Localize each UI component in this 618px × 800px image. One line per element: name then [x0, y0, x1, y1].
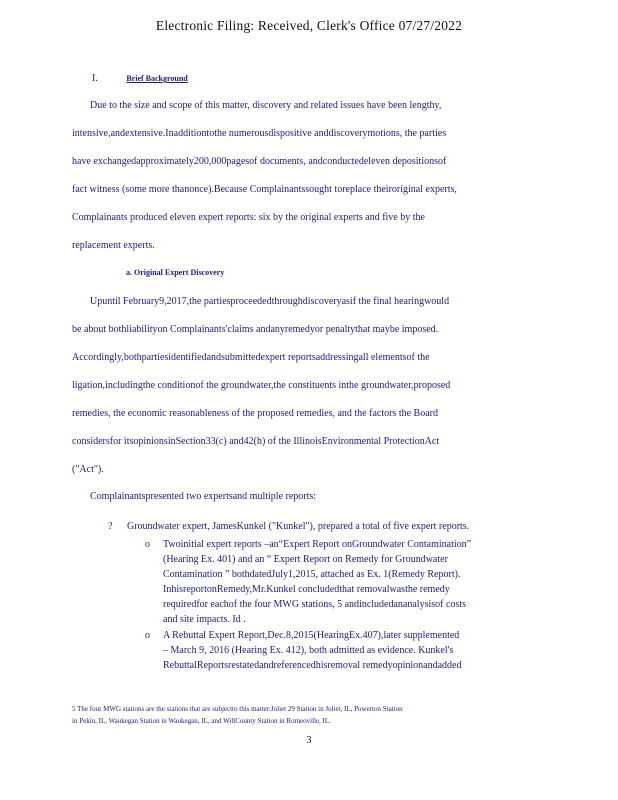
text-line: ligation,includingthe conditionof the groundwater,the constituents inthe groundwater,proposed — [72, 380, 451, 391]
text-line: Due to the size and scope of this matter, discovery and related issues have been lengthy, — [90, 100, 442, 111]
filing-header: Electronic Filing: Received, Clerk's Office 07/27/2022 — [155, 18, 463, 33]
text-line: Upuntil February9,2017,the partiesproceededthroughdiscoveryasif the final hearingwould — [90, 296, 450, 307]
bullet-item — [108, 521, 470, 532]
text-line: A Rebuttal Expert Report,Dec.8,2015(HearingEx.407),later supplemented — [163, 630, 460, 641]
text-line: Complainants produced eleven expert reports: six by the original experts and five by the — [72, 212, 425, 223]
text-line: fact witness (some more thanonce).Because Complainantssought toreplace theiroriginal experts, — [72, 184, 457, 195]
sub-bullet-marker: o — [145, 630, 150, 641]
text-line: ("Act"). — [72, 464, 104, 475]
bullet-marker: ? — [108, 521, 113, 532]
footnote-line: in Pekin, IL, Waukegan Station in Waukegan, IL, and WillCounty Station in Romeoville, IL. — [72, 717, 331, 725]
footnote — [72, 703, 540, 727]
paragraph-background — [72, 92, 502, 260]
sub-bullet-rebuttal-report — [163, 628, 509, 673]
text-line: requiredfor eachof the four MWG stations, 5 andincludedananalysisof costs — [163, 599, 466, 610]
text-line: have exchangedapproximately200,000pagesof documents, andconductedeleven depositionsof — [72, 156, 447, 167]
text-line: InhisreportonRemedy,Mr.Kunkel concludedthat removalwasthe remedy — [163, 584, 450, 595]
text-line: (Hearing Ex. 401) and an “ Expert Report on Remedy for Groundwater — [163, 554, 448, 565]
bullet-text: Groundwater expert, JamesKunkel ("Kunkel"), prepared a total of five expert reports. — [127, 521, 470, 532]
text-line: intensive,andextensive.Inadditiontothe numerousdispositive anddiscoverymotions, the parties — [72, 128, 447, 139]
section-title: Brief Background — [126, 74, 188, 83]
page-number: 3 — [306, 735, 312, 746]
paragraph-original-expert — [72, 288, 502, 484]
text-line: Accordingly,bothpartiesidentifiedandsubmittedexpert reportsaddressingall elementsof the — [72, 352, 430, 363]
text-line: – March 9, 2016 (Hearing Ex. 412), both admitted as evidence. Kunkel's — [163, 645, 454, 656]
text-line: RebuttalReportsrestatedandreferencedhisremoval remedyopinionandadded — [163, 660, 462, 671]
section-number: I. — [92, 73, 98, 84]
text-line: be about bothliabilityon Complainants'claims andanyremedyor penaltythat maybe imposed. — [72, 324, 439, 335]
text-line: Twoinitial expert reports –an“Expert Report onGroundwater Contamination” — [163, 539, 472, 550]
text-line: Contamination ” bothdatedJuly1,2015, attached as Ex. 1(Remedy Report). — [163, 569, 461, 580]
sub-bullet-marker: o — [145, 539, 150, 550]
paragraph-experts-intro: Complainantspresented two expertsand multiple reports: — [90, 491, 317, 502]
subsection-heading: a. Original Expert Discovery — [126, 268, 225, 277]
text-line: and site impacts. Id . — [163, 614, 246, 625]
section-heading — [92, 73, 216, 84]
text-line: replacement experts. — [72, 240, 155, 251]
text-line: considersfor itsopinionsinSection33(c) and42(h) of the IllinoisEnvironmental ProtectionAct — [72, 436, 440, 447]
footnote-line: 5 The four MWG stations are the stations that are subjectto this matter:Joliet 29 Station in Joliet, IL, Powerton Station — [72, 705, 403, 713]
text-line: remedies, the economic reasonableness of the proposed remedies, and the factors the Board — [72, 408, 438, 419]
sub-bullet-initial-reports — [163, 537, 537, 627]
